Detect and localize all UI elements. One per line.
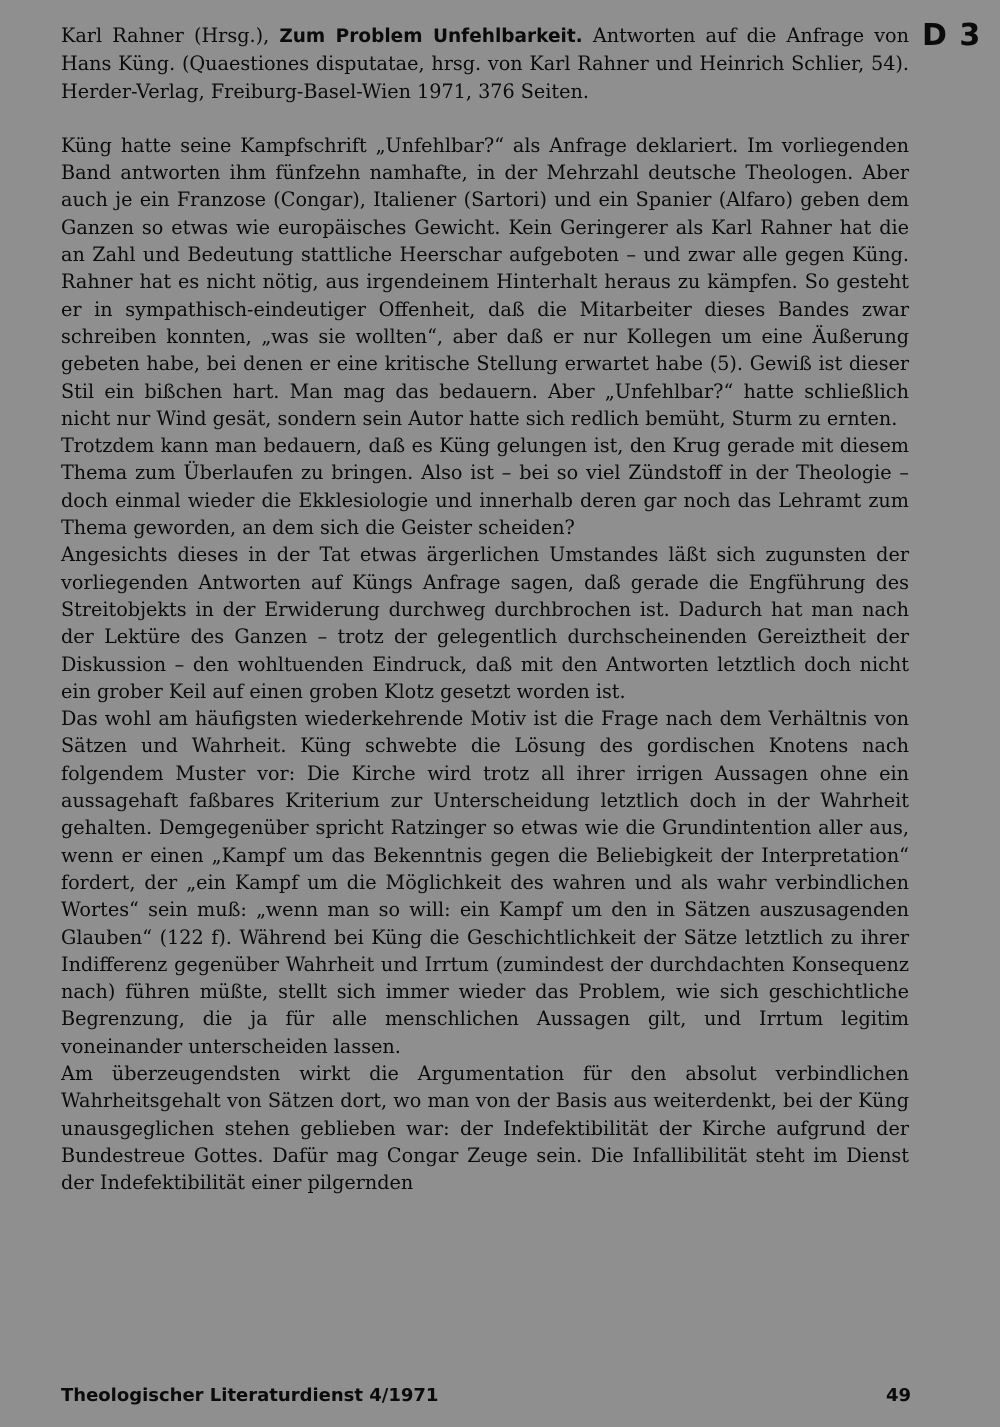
citation-details: Antworten auf die Anfrage von Hans Küng. (Quaestiones disputatae, hrsg. von Karl Rahner und Heinrich Schlier, 54). Herder-Verlag, Freiburg-Basel-Wien 1971, 376 Seiten.: [61, 24, 909, 103]
book-citation: [61, 22, 909, 105]
page-footer: [61, 1385, 911, 1406]
citation-title: Zum Problem Unfehlbarkeit.: [279, 26, 583, 47]
paragraph: Das wohl am häufigsten wiederkehrende Motiv ist die Frage nach dem Verhältnis von Sätzen und Wahrheit. Küng schwebte die Lösung des gordischen Knotens nach folgendem Muster vor: Die Kirche wird trotz all ihrer irrigen Aussagen ohne ein aussagehaft faßbares Kriterium zur Unterscheidung letztlich doch in der Wahrheit gehalten. Demgegenüber spricht Ratzinger so etwas wie die Grundintention aller aus, wenn er einen „Kampf um das Bekenntnis gegen die Beliebigkeit der Interpretation“ fordert, der „ein Kampf um die Möglichkeit des wahren und als wahr verbindlichen Wortes“ sein muß: „wenn man so will: ein Kampf um den in Sätzen auszusagenden Glauben“ (122 f). Während bei Küng die Geschichtlichkeit der Sätze letztlich zu ihrer Indifferenz gegenüber Wahrheit und Irrtum (zumindest der durchdachten Konsequenz nach) führen müßte, stellt sich immer wieder das Problem, wie sich geschichtliche Begrenzung, die ja für alle menschlichen Aussagen gilt, und Irrtum legitim voneinander unterscheiden lassen.: [61, 707, 909, 1058]
page-number: 49: [885, 1385, 911, 1406]
paragraph: Trotzdem kann man bedauern, daß es Küng gelungen ist, den Krug gerade mit diesem Thema zum Überlaufen zu bringen. Also ist – bei so viel Zündstoff in der Theologie – doch einmal wieder die Ekklesiologie und innerhalb deren gar noch das Lehramt zum Thema geworden, an dem sich die Geister scheiden?: [61, 434, 909, 540]
journal-title: Theologischer Literaturdienst 4/1971: [61, 1385, 439, 1406]
body-text: [61, 22, 909, 1196]
paragraph: Angesichts dieses in der Tat etwas ärgerlichen Umstandes läßt sich zugunsten der vorliegenden Antworten auf Küngs Anfrage sagen, daß gerade die Engführung des Streitobjekts in der Erwiderung durchweg durchbrochen ist. Dadurch hat man nach der Lektüre des Ganzen – trotz der gelegentlich durchscheinenden Gereiztheit der Diskussion – den wohltuenden Eindruck, daß mit den Antworten letztlich doch nicht ein grober Keil auf einen groben Klotz gesetzt worden ist.: [61, 543, 909, 703]
section-code: D 3: [922, 18, 982, 53]
paragraph: Küng hatte seine Kampfschrift „Unfehlbar?“ als Anfrage deklariert. Im vorliegenden Band antworten ihm fünfzehn namhafte, in der Mehrzahl deutsche Theologen. Aber auch je ein Franzose (Congar), Italiener (Sartori) und ein Spanier (Alfaro) geben dem Ganzen so etwas wie europäisches Gewicht. Kein Geringerer als Karl Rahner hat die an Zahl und Bedeutung stattliche Heerschar aufgeboten – und zwar alle gegen Küng. Rahner hat es nicht nötig, aus irgendeinem Hinterhalt heraus zu kämpfen. So gesteht er in sympathisch-eindeutiger Offenheit, daß die Mitarbeiter dieses Bandes zwar schreiben konnten, „was sie wollten“, aber daß er nur Kollegen um eine Äußerung gebeten habe, bei denen er eine kritische Stellung erwartet habe (5). Gewiß ist dieser Stil ein bißchen hart. Man mag das bedauern. Aber „Unfehlbar?“ hatte schließlich nicht nur Wind gesät, sondern sein Autor hatte sich redlich bemüht, Sturm zu ernten.: [61, 133, 909, 430]
citation-editor: Karl Rahner (Hrsg.),: [61, 24, 270, 47]
paragraph: Am überzeugendsten wirkt die Argumentation für den absolut verbindlichen Wahrheitsgehalt von Sätzen dort, wo man von der Basis aus weiterdenkt, bei der Küng unausgeglichen stehen geblieben war: der Indefektibilität der Kirche aufgrund der Bundestreue Gottes. Dafür mag Congar Zeuge sein. Die Infallibilität steht im Dienst der Indefektibilität einer pilgernden: [61, 1061, 909, 1195]
